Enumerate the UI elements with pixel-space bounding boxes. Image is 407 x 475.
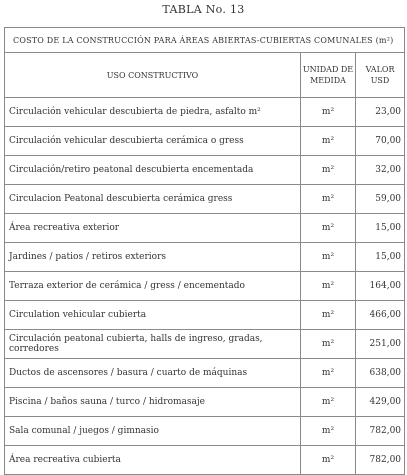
- table-title: TABLA No. 13: [162, 3, 245, 16]
- cell-unidad: m²: [301, 301, 356, 330]
- header-valor-usd: VALOR USD: [356, 53, 405, 98]
- cell-uso: Área recreativa exterior: [5, 214, 301, 243]
- cell-valor: 70,00: [356, 127, 405, 156]
- table-row: [5, 388, 405, 417]
- table-row: [5, 243, 405, 272]
- cell-unidad: m²: [301, 388, 356, 417]
- cell-unidad: m²: [301, 156, 356, 185]
- table-row: [5, 417, 405, 446]
- header-row: [5, 53, 405, 98]
- table-row: [5, 98, 405, 127]
- header-uso-constructivo: USO CONSTRUCTIVO: [5, 53, 301, 98]
- cell-unidad: m²: [301, 417, 356, 446]
- cell-valor: 15,00: [356, 243, 405, 272]
- cell-uso: Circulación vehicular descubierta de piedra, asfalto m²: [5, 98, 301, 127]
- table-row: [5, 272, 405, 301]
- cell-uso: Terraza exterior de cerámica / gress / encementado: [5, 272, 301, 301]
- table-row: [5, 330, 405, 359]
- cell-valor: 466,00: [356, 301, 405, 330]
- cell-unidad: m²: [301, 127, 356, 156]
- cell-unidad: m²: [301, 214, 356, 243]
- cell-valor: 23,00: [356, 98, 405, 127]
- cell-unidad: m²: [301, 272, 356, 301]
- cell-unidad: m²: [301, 243, 356, 272]
- table-row: [5, 446, 405, 475]
- cell-uso: Sala comunal / juegos / gimnasio: [5, 417, 301, 446]
- cell-valor: 251,00: [356, 330, 405, 359]
- cell-valor: 32,00: [356, 156, 405, 185]
- cell-unidad: m²: [301, 330, 356, 359]
- cell-unidad: m²: [301, 185, 356, 214]
- cost-table: [4, 27, 405, 475]
- table-row: [5, 127, 405, 156]
- cell-uso: Circulación peatonal cubierta, halls de ingreso, gradas, corredores: [5, 330, 301, 359]
- cell-uso: Jardines / patios / retiros exteriors: [5, 243, 301, 272]
- table-row: [5, 214, 405, 243]
- cell-valor: 782,00: [356, 446, 405, 475]
- cell-uso: Circulacion Peatonal descubierta cerámica gress: [5, 185, 301, 214]
- cell-uso: Piscina / baños sauna / turco / hidromasaje: [5, 388, 301, 417]
- table-caption-row: [5, 28, 405, 53]
- cell-valor: 59,00: [356, 185, 405, 214]
- table-row: [5, 185, 405, 214]
- header-unidad-medida: UNIDAD DE MEDIDA: [301, 53, 356, 98]
- cell-unidad: m²: [301, 98, 356, 127]
- cell-unidad: m²: [301, 446, 356, 475]
- cell-valor: 782,00: [356, 417, 405, 446]
- cell-uso: Circulación/retiro peatonal descubierta encementada: [5, 156, 301, 185]
- table-row: [5, 156, 405, 185]
- cell-valor: 15,00: [356, 214, 405, 243]
- cell-uso: Área recreativa cubierta: [5, 446, 301, 475]
- cell-valor: 638,00: [356, 359, 405, 388]
- cell-uso: Circulación vehicular descubierta cerámica o gress: [5, 127, 301, 156]
- cell-valor: 164,00: [356, 272, 405, 301]
- cell-uso: Circulation vehicular cubierta: [5, 301, 301, 330]
- cell-unidad: m²: [301, 359, 356, 388]
- cell-uso: Ductos de ascensores / basura / cuarto de máquinas: [5, 359, 301, 388]
- table-row: [5, 359, 405, 388]
- table-caption: COSTO DE LA CONSTRUCCIÓN PARA ÁREAS ABIERTAS-CUBIERTAS COMUNALES (m²): [5, 28, 405, 53]
- cell-valor: 429,00: [356, 388, 405, 417]
- table-row: [5, 301, 405, 330]
